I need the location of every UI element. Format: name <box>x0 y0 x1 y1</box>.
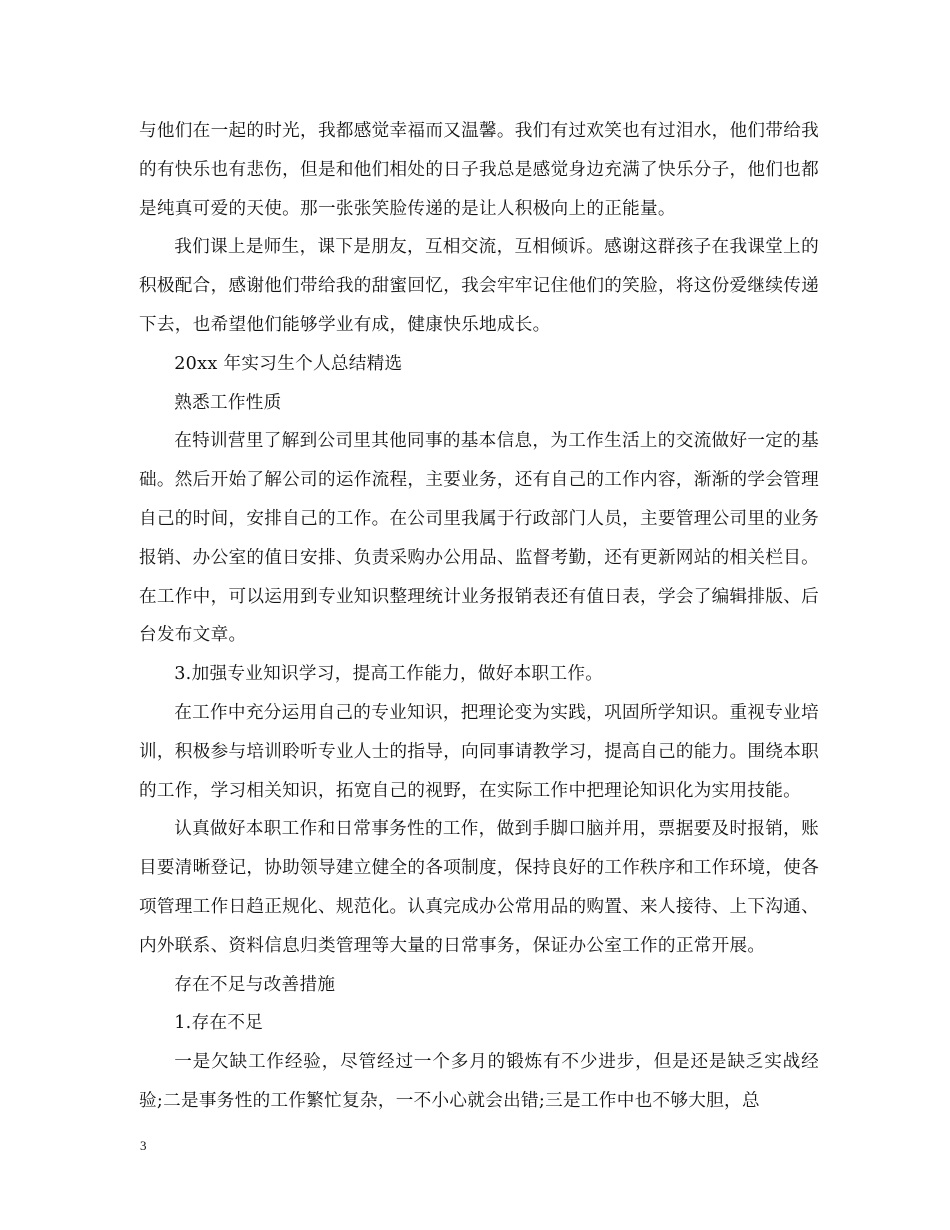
subheading-shortcomings-1: 1.存在不足 <box>174 1013 264 1034</box>
subheading-shortcomings: 存在不足与改善措施 <box>174 974 336 995</box>
subheading-professional-knowledge: 3.加强专业知识学习，提高工作能力，做好本职工作。 <box>174 664 604 685</box>
page-number: 3 <box>140 1138 147 1153</box>
section-title: 20xx 年实习生个人总结精选 <box>174 353 403 374</box>
paragraph-training: 在特训营里了解到公司里其他同事的基本信息，为工作生活上的交流做好一定的基础。然后开始了解公司的运作流程，主要业务，还有自己的工作内容，渐渐的学会管理自己的时间，安排自己的工作。在公司里我属于行政部门人员，主要管理公司里的业务报销、办公室的值日安排、负责采购办公用品、监督考勤，还有更新网站的相关栏目。在工作中，可以运用到专业知识整理统计业务报销表还有值日表，学会了编辑排版、后台发布文章。 <box>139 431 819 646</box>
paragraph-1: 与他们在一起的时光，我都感觉幸福而又温馨。我们有过欢笑也有过泪水，他们带给我的有快乐也有悲伤，但是和他们相处的日子我总是感觉身边充满了快乐分子，他们也都是纯真可爱的天使。那一张张笑脸传递的是让人积极向上的正能量。 <box>139 121 819 219</box>
document-body <box>139 112 819 1121</box>
paragraph-shortcomings: 一是欠缺工作经验，尽管经过一个多月的锻炼有不少进步，但是还是缺乏实战经验;二是事务性的工作繁忙复杂，一不小心就会出错;三是工作中也不够大胆，总 <box>139 1052 819 1111</box>
paragraph-professional-knowledge: 在工作中充分运用自己的专业知识，把理论变为实践，巩固所学知识。重视专业培训，积极参与培训聆听专业人士的指导，向同事请教学习，提高自己的能力。围绕本职的工作，学习相关知识，拓宽自己的视野，在实际工作中把理论知识化为实用技能。 <box>139 702 819 801</box>
paragraph-2: 我们课上是师生，课下是朋友，互相交流，互相倾诉。感谢这群孩子在我课堂上的积极配合，感谢他们带给我的甜蜜回忆，我会牢牢记住他们的笑脸，将这份爱继续传递下去，也希望他们能够学业有成，健康快乐地成长。 <box>139 237 819 335</box>
paragraph-daily-work: 认真做好本职工作和日常事务性的工作，做到手脚口脑并用，票据要及时报销，账目要清晰登记，协助领导建立健全的各项制度，保持良好的工作秩序和工作环境，使各项管理工作日趋正规化、规范化。认真完成办公常用品的购置、来人接待、上下沟通、内外联系、资料信息归类管理等大量的日常事务，保证办公室工作的正常开展。 <box>139 819 819 956</box>
subheading-familiarize: 熟悉工作性质 <box>174 392 282 413</box>
